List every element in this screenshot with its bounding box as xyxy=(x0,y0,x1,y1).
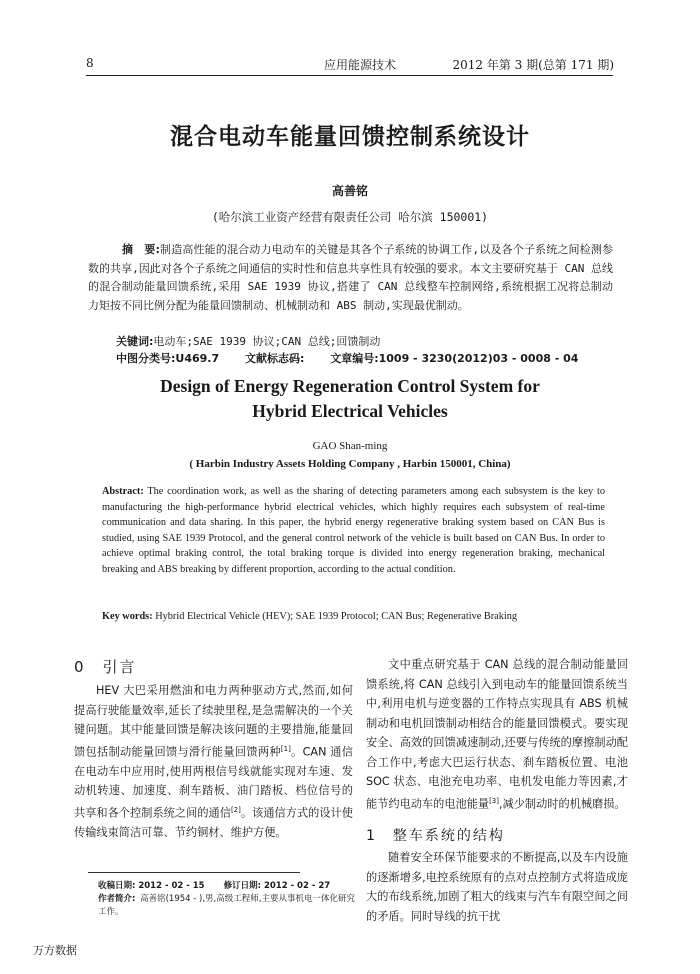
footnote-rule xyxy=(88,872,300,873)
classification-line xyxy=(116,350,600,366)
bio-label: 作者简介: xyxy=(98,894,136,904)
title-english xyxy=(0,374,700,424)
title-chinese: 混合电动车能量回馈控制系统设计 xyxy=(170,123,530,150)
journal-name: 应用能源技术 xyxy=(324,58,397,72)
section-0-text-c: 。该通信方式的设计使传输线束简洁可靠、节约铜材、维护方便。 xyxy=(74,806,353,839)
abstract-chinese-label: 摘 要: xyxy=(122,243,160,256)
abstract-english xyxy=(102,484,605,578)
right-column-intro xyxy=(366,655,628,814)
abstract-english-text: The coordination work, as well as the sharing of detecting parameters among each subsystem is the key to manufacturing the high-performance hybrid electrical vehicles, which highly requires each subsystem of real-time communication and data sharing. In this paper, the hybrid energy regenerative braking system based on CAN Bus is studied, using SAE 1939 Protocol, and the general control network of the vehicle is built based on CAN Bus. In order to achieve optimal braking control, the total braking torque is divided into energy regeneration braking, mechanical breaking and ABS breaking by different proportion, according to the actual condition. xyxy=(102,486,605,575)
abstract-chinese-text: 制造高性能的混合动力电动车的关键是其各个子系统的协调工作,以及各个子系统之间检测参数的共享,因此对各个子系统之间通信的实时性和信息共享性具有较强的要求。本文主要研究基于 CAN 总线的混合制动能量回馈系统,采用 SAE 1939 协议,搭建了 CAN 总线整车控制网络,系统根据工况将总制动力矩按不同比例分配为能量回馈制动、机械制动和 ABS 制动,实现最优制动。 xyxy=(88,243,613,312)
author-bio: 高善铭(1954 - ),男,高级工程师,主要从事机电一体化研究工作。 xyxy=(98,894,355,917)
footer-watermark: 万方数据 xyxy=(33,944,77,957)
section-0-text-b: 。CAN 通信在电动车中应用时,使用两根信号线就能实现对车速、发动机转速、加速度、刹车踏板、油门踏板、档位信号的共享和各个控制系统之间的通信 xyxy=(74,745,353,820)
affiliation-english: ( Harbin Industry Assets Holding Company , Harbin 150001, China) xyxy=(189,458,511,470)
footnote xyxy=(98,880,360,919)
right-column-text-a: 文中重点研究基于 CAN 总线的混合制动能量回馈系统,将 CAN 总线引入到电动车的能量回馈系统当中,利用电机与逆变器的工作特点实现具有 ABS 机械制动和电机回馈制动相结合的能量回馈模式。要实现安全、高效的回馈减速制动,还要与传统的摩擦制动配合工作中,考虑大巴运行状态、刹车踏板位置、电池 SOC 状态、电池充电功率、电机发电能力等因素,才能节约电动车的电池能量 xyxy=(366,658,628,811)
citation-2: [2] xyxy=(230,805,241,814)
author-english: GAO Shan-ming xyxy=(312,440,388,452)
running-header xyxy=(86,54,614,74)
right-column-text-b: ,减少制动时的机械磨损。 xyxy=(499,797,626,811)
revised-date: 修订日期: 2012 - 02 - 27 xyxy=(223,881,331,891)
keywords-chinese-text: 电动车;SAE 1939 协议;CAN 总线;回馈制动 xyxy=(153,335,381,348)
page-number: 8 xyxy=(86,56,94,70)
abstract-english-label: Abstract: xyxy=(102,486,144,497)
section-0-body xyxy=(74,681,353,842)
issue-info: 2012 年第 3 期(总第 171 期) xyxy=(452,58,614,72)
section-1-heading: 1 整车系统的结构 xyxy=(366,828,505,844)
clc-number: 中图分类号:U469.7 xyxy=(116,352,220,365)
keywords-english-label: Key words: xyxy=(102,611,153,622)
keywords-english xyxy=(102,609,605,625)
document-code: 文献标志码: xyxy=(244,352,305,365)
keywords-english-text: Hybrid Electrical Vehicle (HEV); SAE 1939 Protocol; CAN Bus; Regenerative Braking xyxy=(155,611,518,622)
citation-3: [3] xyxy=(489,796,499,805)
author-chinese: 高善铭 xyxy=(331,184,368,198)
received-date: 收稿日期: 2012 - 02 - 15 xyxy=(98,881,205,891)
title-english-line-2: Hybrid Electrical Vehicles xyxy=(252,401,448,421)
affiliation-chinese: (哈尔滨工业资产经营有限责任公司 哈尔滨 150001) xyxy=(211,210,489,224)
title-english-line-1: Design of Energy Regeneration Control System for xyxy=(160,376,540,396)
citation-1: [1] xyxy=(280,744,291,753)
keywords-chinese xyxy=(116,333,380,349)
section-0-heading: 0 引言 xyxy=(74,658,137,676)
section-0-text-a: HEV 大巴采用燃油和电力两种驱动方式,然而,如何提高行驶能量效率,延长了续驶里程,是急需解决的一个关键问题。其中能量回馈是解决该问题的主要措施,能量回馈包括制动能量回馈与滑行能量回馈两种 xyxy=(74,684,353,759)
keywords-chinese-label: 关键词: xyxy=(116,335,154,348)
header-rule xyxy=(86,75,613,76)
abstract-chinese xyxy=(88,241,613,315)
section-1-body: 随着安全环保节能要求的不断提高,以及车内设施的逐渐增多,电控系统原有的点对点控制方式将造成庞大的布线系统,加剧了粗大的线束与汽车有限空间之间的矛盾。同时导线的抗干扰 xyxy=(366,851,628,923)
article-number: 文章编号:1009 - 3230(2012)03 - 0008 - 04 xyxy=(330,352,579,365)
